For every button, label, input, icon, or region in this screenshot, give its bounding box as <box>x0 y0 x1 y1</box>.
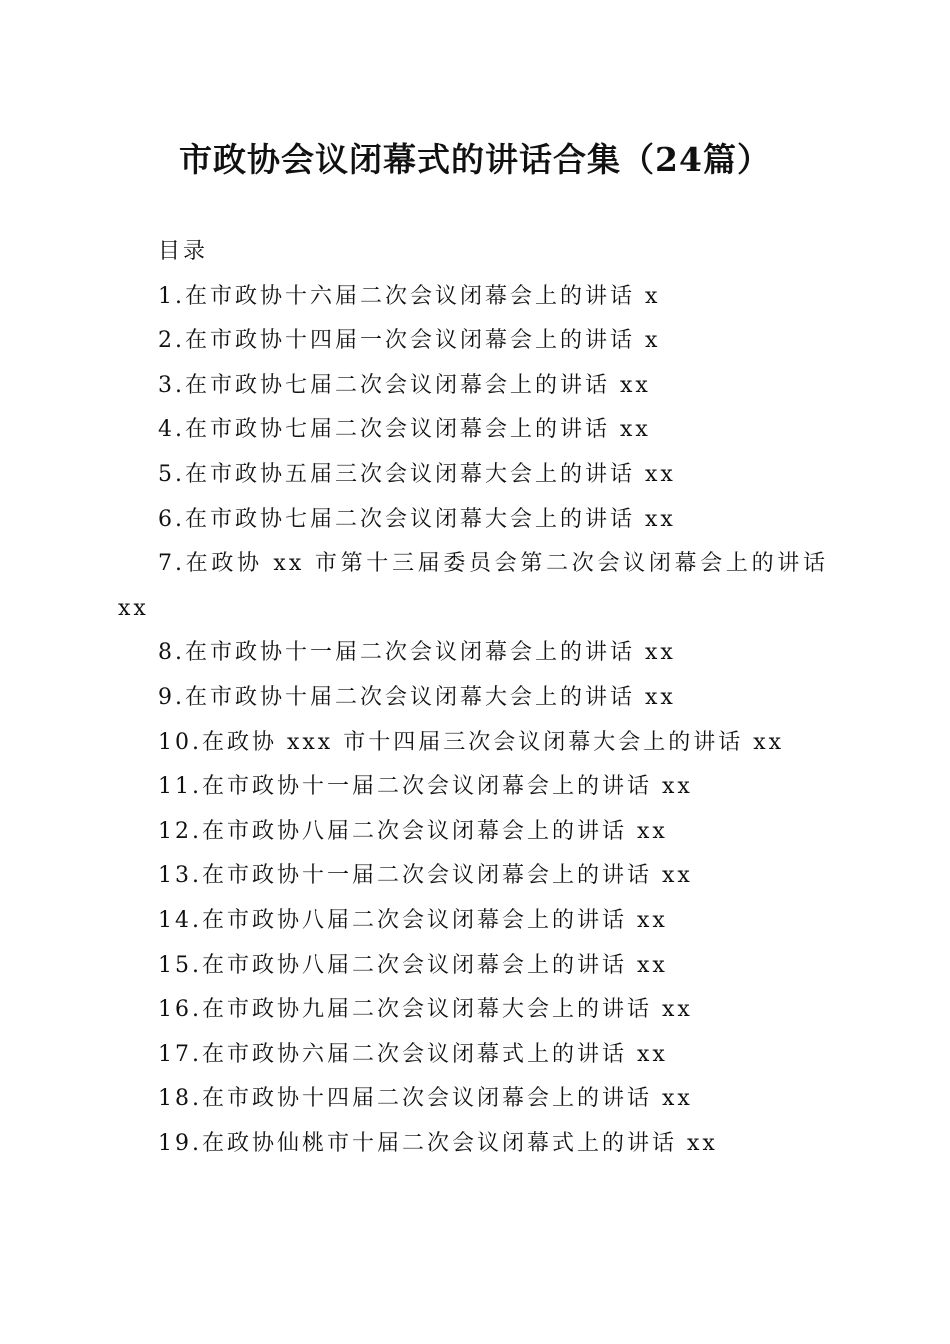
toc-item: 10.在政协 xxx 市十四届三次会议闭幕大会上的讲话 xx <box>158 729 785 755</box>
toc-item: 13.在市政协十一届二次会议闭幕会上的讲话 xx <box>158 863 693 889</box>
toc-item: 11.在市政协十一届二次会议闭幕会上的讲话 xx <box>158 774 693 800</box>
toc-item: 5.在市政协五届三次会议闭幕大会上的讲话 xx <box>158 461 676 487</box>
toc-item: 12.在市政协八届二次会议闭幕会上的讲话 xx <box>158 818 668 844</box>
toc-item: 2.在市政协十四届一次会议闭幕会上的讲话 x <box>158 328 661 354</box>
toc-item: 15.在市政协八届二次会议闭幕会上的讲话 xx <box>158 952 668 978</box>
toc-item: 3.在市政协七届二次会议闭幕会上的讲话 xx <box>158 372 651 398</box>
toc-item: 7.在政协 xx 市第十三届委员会第二次会议闭幕会上的讲话 xx <box>118 551 828 621</box>
toc-item: 17.在市政协六届二次会议闭幕式上的讲话 xx <box>158 1041 668 1067</box>
toc-item: 4.在市政协七届二次会议闭幕会上的讲话 xx <box>158 417 651 443</box>
toc-item: 14.在市政协八届二次会议闭幕会上的讲话 xx <box>158 907 668 933</box>
toc-item: 8.在市政协十一届二次会议闭幕会上的讲话 xx <box>158 640 676 666</box>
toc-item: 9.在市政协十届二次会议闭幕大会上的讲话 xx <box>158 684 676 710</box>
toc-item: 1.在市政协十六届二次会议闭幕会上的讲话 x <box>158 283 661 309</box>
toc-item: 16.在市政协九届二次会议闭幕大会上的讲话 xx <box>158 997 693 1023</box>
toc-item: 18.在市政协十四届二次会议闭幕会上的讲话 xx <box>158 1086 693 1112</box>
toc-heading: 目录 <box>158 239 209 264</box>
toc-item: 19.在政协仙桃市十届二次会议闭幕式上的讲话 xx <box>158 1130 718 1156</box>
table-of-contents <box>118 230 828 1166</box>
document-title: 市政协会议闭幕式的讲话合集（24篇） <box>179 140 771 179</box>
toc-item: 6.在市政协七届二次会议闭幕大会上的讲话 xx <box>158 506 676 532</box>
